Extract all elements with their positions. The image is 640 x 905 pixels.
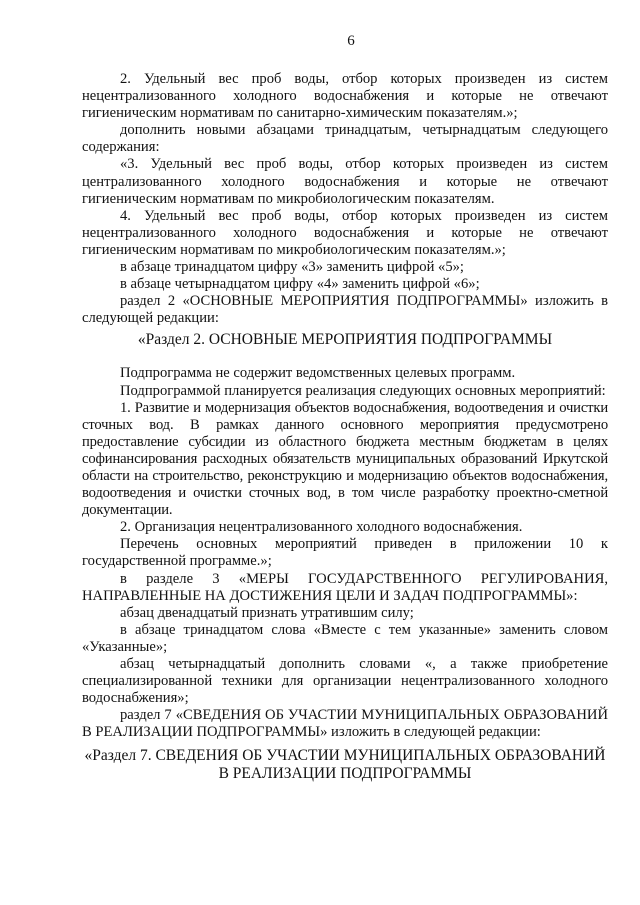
paragraph-planned-measures: Подпрограммой планируется реализация следующих основных мероприятий: [120, 382, 606, 399]
paragraph-replace-3-5: в абзаце тринадцатом цифру «3» заменить цифрой «5»; [120, 259, 464, 276]
paragraph-appendix-10: Перечень основных мероприятий приведен в приложении 10 к государственной программе.»; [82, 536, 608, 570]
paragraph-item-3-micro: «3. Удельный вес проб воды, отбор которых произведен из систем централизованного холодного водоснабжения и которые не отвечают гигиеническим нормативам по микробиологическим показателям. [82, 156, 608, 207]
paragraph-add-abzacy: дополнить новыми абзацами тринадцатым, четырнадцатым следующего содержания: [82, 122, 608, 156]
paragraph-item-2-chemical: 2. Удельный вес проб воды, отбор которых произведен из систем нецентрализованного холодного водоснабжения и которые не отвечают гигиеническим нормативам по санитарно-химическим показателям.»; [82, 71, 608, 122]
section-7-heading: «Раздел 7. СВЕДЕНИЯ ОБ УЧАСТИИ МУНИЦИПАЛЬНЫХ ОБРАЗОВАНИЙ В РЕАЛИЗАЦИИ ПОДПРОГРАММЫ [84, 747, 606, 783]
paragraph-section-7-intro: раздел 7 «СВЕДЕНИЯ ОБ УЧАСТИИ МУНИЦИПАЛЬНЫХ ОБРАЗОВАНИЙ В РЕАЛИЗАЦИИ ПОДПРОГРАММЫ» изложить в следующей редакции: [82, 707, 608, 741]
paragraph-abzac-12-void: абзац двенадцатый признать утратившим силу; [120, 604, 414, 621]
page-number: 6 [347, 33, 355, 49]
paragraph-section-2-intro: раздел 2 «ОСНОВНЫЕ МЕРОПРИЯТИЯ ПОДПРОГРАММЫ» изложить в следующей редакции: [82, 293, 608, 327]
paragraph-abzac-13-words: в абзаце тринадцатом слова «Вместе с тем указанные» заменить словом «Указанные»; [82, 621, 608, 655]
section-2-heading: «Раздел 2. ОСНОВНЫЕ МЕРОПРИЯТИЯ ПОДПРОГРАММЫ [137, 331, 553, 349]
paragraph-replace-4-6: в абзаце четырнадцатом цифру «4» заменить цифрой «6»; [120, 276, 480, 293]
paragraph-abzac-14-add: абзац четырнадцатый дополнить словами «, а также приобретение специализированной техники для организации нецентрализованного холодного водоснабжения»; [82, 656, 608, 707]
paragraph-item-4-micro: 4. Удельный вес проб воды, отбор которых произведен из систем нецентрализованного холодного водоснабжения и которые не отвечают гигиеническим нормативам по микробиологическим показателям.»; [82, 207, 608, 258]
paragraph-section-3-intro: в разделе 3 «МЕРЫ ГОСУДАРСТВЕННОГО РЕГУЛИРОВАНИЯ, НАПРАВЛЕННЫЕ НА ДОСТИЖЕНИЯ ЦЕЛИ И ЗАДАЧ ПОДПРОГРАММЫ»: [82, 570, 608, 604]
paragraph-measure-2: 2. Организация нецентрализованного холодного водоснабжения. [120, 519, 523, 536]
paragraph-measure-1: 1. Развитие и модернизация объектов водоснабжения, водоотведения и очистки сточных вод. В рамках данного основного мероприятия предусмотрено предоставление субсидии из областного бюджета местным бюджетам в целях софинансирования расходных обязательств муниципальных образований Иркутской области на строительство, реконструкцию и модернизацию объектов водоснабжения, водоотведения и очистки сточных вод, в том числе разработку проектно-сметной документации. [82, 399, 608, 519]
paragraph-no-vcp: Подпрограмма не содержит ведомственных целевых программ. [120, 365, 516, 382]
